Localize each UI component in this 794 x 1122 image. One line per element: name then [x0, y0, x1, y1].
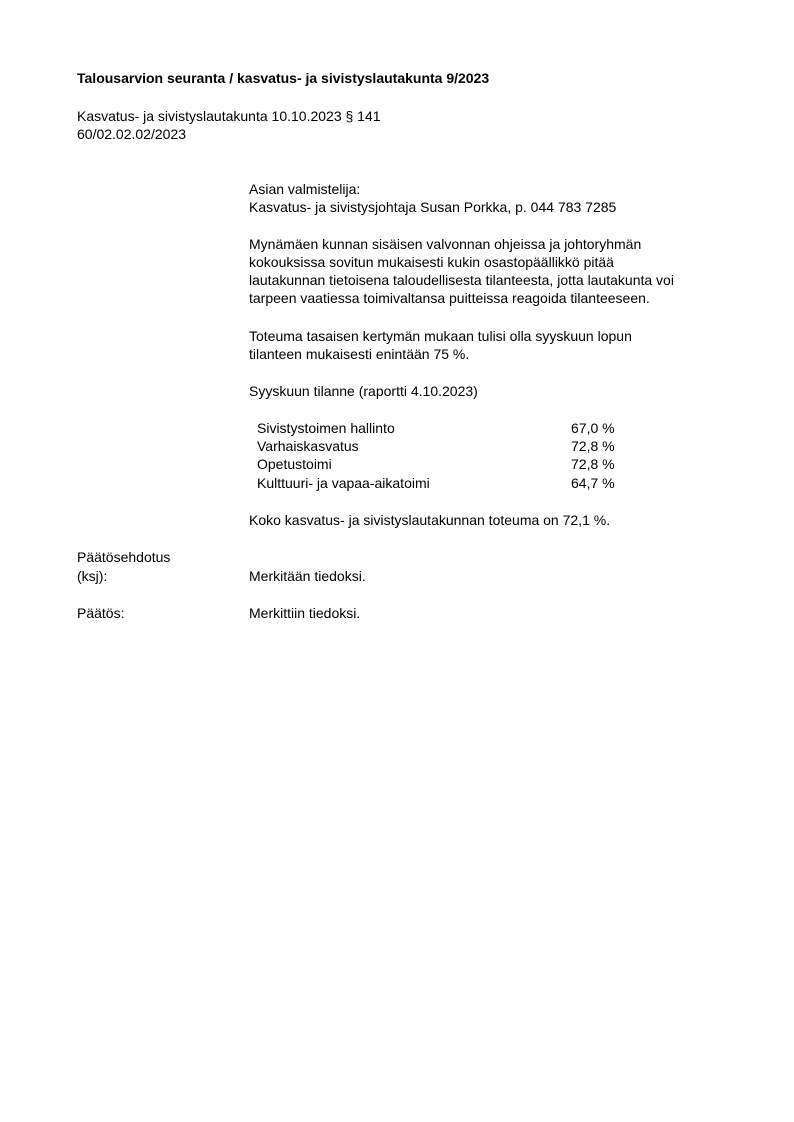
status-heading: Syyskuun tilanne (raportti 4.10.2023)	[249, 383, 478, 399]
preparer-name: Kasvatus- ja sivistysjohtaja Susan Porkka, p. 044 783 7285	[249, 199, 617, 215]
total-summary: Koko kasvatus- ja sivistyslautakunnan toteuma on 72,1 %.	[249, 512, 611, 528]
table-row	[257, 437, 637, 455]
proposal-text: Merkitään tiedoksi.	[249, 568, 366, 584]
intro-line: tarpeen vaatiessa toimivaltansa puitteissa reagoida tilanteeseen.	[249, 290, 650, 306]
row-value: 72,8 %	[571, 438, 615, 454]
row-name: Opetustoimi	[257, 456, 332, 472]
intro-line: lautakunnan tietoisena taloudellisesta tilanteesta, jotta lautakunta voi	[249, 272, 674, 288]
meeting-line: Kasvatus- ja sivistyslautakunta 10.10.2023 § 141	[77, 108, 381, 124]
table-row	[257, 455, 637, 473]
row-value: 67,0 %	[571, 420, 615, 436]
row-name: Sivistystoimen hallinto	[257, 420, 395, 436]
row-value: 72,8 %	[571, 456, 615, 472]
row-value: 64,7 %	[571, 475, 615, 491]
row-name: Varhaiskasvatus	[257, 438, 359, 454]
row-name: Kulttuuri- ja vapaa-aikatoimi	[257, 475, 430, 491]
target-paragraph	[249, 327, 749, 363]
intro-line: kokouksissa sovitun mukaisesti kukin osastopäällikkö pitää	[249, 254, 614, 270]
decision-label: Päätös:	[77, 605, 125, 621]
target-line: tilanteen mukaisesti enintään 75 %.	[249, 346, 470, 362]
preparer-label: Asian valmistelija:	[249, 181, 361, 197]
proposal-label: Päätösehdotus	[77, 549, 171, 565]
target-line: Toteuma tasaisen kertymän mukaan tulisi olla syyskuun lopun	[249, 328, 632, 344]
decision-text: Merkittiin tiedoksi.	[249, 605, 361, 621]
intro-paragraph	[249, 235, 749, 307]
table-row	[257, 474, 637, 492]
intro-line: Mynämäen kunnan sisäisen valvonnan ohjeissa ja johtoryhmän	[249, 236, 642, 252]
record-number: 60/02.02.02/2023	[77, 126, 186, 142]
document-title: Talousarvion seuranta / kasvatus- ja sivistyslautakunta 9/2023	[77, 70, 490, 86]
proposal-label-abbrev: (ksj):	[77, 568, 108, 584]
table-row	[257, 419, 637, 437]
